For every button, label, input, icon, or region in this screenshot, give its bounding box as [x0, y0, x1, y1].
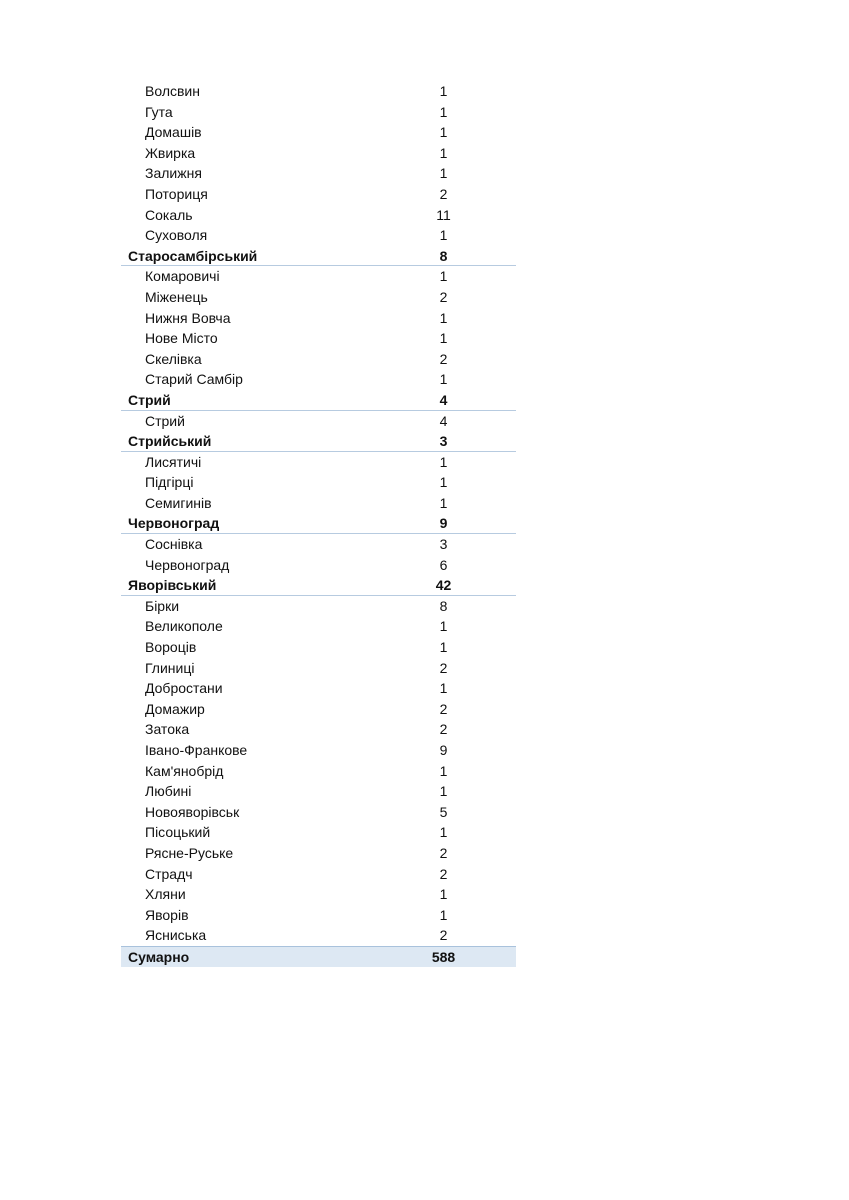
table-row	[121, 699, 516, 720]
group-name: Червоноград	[128, 515, 220, 532]
row-count: 6	[439, 556, 448, 573]
row-name: Бірки	[145, 597, 180, 614]
group-count: 8	[439, 247, 448, 264]
group-count: 3	[439, 433, 448, 450]
group-name: Стрий	[128, 391, 171, 408]
row-name: Міженець	[145, 288, 208, 305]
row-name: Гута	[145, 103, 173, 120]
row-name: Нижня Вовча	[145, 309, 231, 326]
row-count: 1	[439, 824, 448, 841]
row-name: Затока	[145, 721, 190, 738]
row-name: Пісоцький	[145, 824, 211, 841]
table-row	[121, 555, 516, 576]
row-name: Червоноград	[145, 556, 230, 573]
group-name: Яворівський	[128, 577, 217, 594]
table-row	[121, 369, 516, 390]
group-row	[121, 431, 516, 452]
row-name: Жвирка	[145, 144, 196, 161]
group-row	[121, 390, 516, 411]
row-count: 1	[439, 762, 448, 779]
row-count: 2	[439, 185, 448, 202]
row-name: Кам'янобрід	[145, 762, 224, 779]
table-row	[121, 81, 516, 102]
table-row	[121, 493, 516, 514]
row-count: 2	[439, 350, 448, 367]
table-row	[121, 349, 516, 370]
row-name: Скелівка	[145, 350, 202, 367]
row-count: 1	[439, 144, 448, 161]
row-count: 1	[439, 309, 448, 326]
group-row	[121, 246, 516, 267]
row-name: Поториця	[145, 185, 208, 202]
table-row	[121, 905, 516, 926]
row-name: Домашів	[145, 124, 202, 141]
row-count: 1	[439, 227, 448, 244]
row-name: Страдч	[145, 865, 193, 882]
row-name: Лисятичі	[145, 453, 202, 470]
group-row	[121, 513, 516, 534]
row-name: Семигинів	[145, 494, 212, 511]
table-row	[121, 781, 516, 802]
row-name: Новояворівськ	[145, 803, 240, 820]
row-name: Соснівка	[145, 536, 203, 553]
row-count: 1	[439, 494, 448, 511]
table-row	[121, 308, 516, 329]
row-count: 2	[439, 721, 448, 738]
row-name: Нове Місто	[145, 330, 218, 347]
table-row	[121, 266, 516, 287]
row-count: 9	[439, 742, 448, 758]
table-row	[121, 287, 516, 308]
row-name: Івано-Франкове	[145, 742, 248, 758]
row-count: 2	[439, 659, 448, 676]
row-count: 1	[439, 680, 448, 697]
row-count: 8	[439, 597, 448, 614]
table-row	[121, 740, 516, 761]
row-name: Хляни	[145, 886, 186, 903]
row-name: Волсвин	[145, 83, 200, 99]
row-name: Стрий	[145, 412, 185, 429]
row-count: 1	[439, 103, 448, 120]
row-count: 1	[439, 371, 448, 388]
row-name: Домажир	[145, 700, 205, 717]
row-name: Ясниська	[145, 927, 207, 944]
row-count: 1	[439, 618, 448, 635]
group-count: 42	[435, 577, 452, 594]
row-name: Великополе	[145, 618, 223, 635]
row-count: 1	[439, 268, 448, 285]
table-row	[121, 411, 516, 432]
row-count: 1	[439, 124, 448, 141]
table-row	[121, 658, 516, 679]
table-row	[121, 678, 516, 699]
table-row	[121, 925, 516, 946]
table-row	[121, 596, 516, 617]
row-count: 1	[439, 453, 448, 470]
row-count: 11	[436, 206, 451, 223]
table-row	[121, 534, 516, 555]
row-count: 2	[439, 700, 448, 717]
table-row	[121, 328, 516, 349]
row-name: Залижня	[145, 165, 202, 182]
row-count: 5	[439, 803, 448, 820]
total-label: Сумарно	[128, 948, 190, 965]
row-name: Глиниці	[145, 659, 195, 676]
table-row	[121, 637, 516, 658]
group-row	[121, 575, 516, 596]
table-row	[121, 472, 516, 493]
table-row	[121, 205, 516, 226]
row-name: Вороців	[145, 639, 197, 656]
row-name: Яворів	[145, 906, 189, 923]
pivot-table	[121, 81, 516, 967]
group-count: 9	[439, 515, 448, 532]
row-count: 3	[439, 536, 448, 553]
table-row	[121, 452, 516, 473]
row-count: 1	[439, 165, 448, 182]
row-count: 2	[439, 865, 448, 882]
total-row	[121, 946, 516, 967]
row-name: Рясне-Руське	[145, 844, 234, 861]
row-name: Підгірці	[145, 474, 194, 491]
row-count: 1	[439, 639, 448, 656]
row-count: 1	[439, 83, 448, 99]
table-row	[121, 843, 516, 864]
row-name: Старий Самбір	[145, 371, 243, 388]
table-row	[121, 225, 516, 246]
table-row	[121, 122, 516, 143]
row-name: Добростани	[145, 680, 223, 697]
row-count: 2	[439, 927, 448, 944]
row-name: Комаровичі	[145, 268, 220, 285]
row-count: 1	[439, 330, 448, 347]
row-count: 1	[439, 783, 448, 800]
table-row	[121, 163, 516, 184]
row-name: Суховоля	[145, 227, 208, 244]
table-row	[121, 143, 516, 164]
group-name: Стрийський	[128, 433, 212, 450]
group-name: Старосамбірський	[128, 247, 258, 264]
table-row	[121, 616, 516, 637]
table-row	[121, 864, 516, 885]
table-row	[121, 719, 516, 740]
table-row	[121, 761, 516, 782]
table-body	[121, 81, 516, 946]
row-count: 1	[439, 474, 448, 491]
table-row	[121, 884, 516, 905]
table-row	[121, 802, 516, 823]
row-count: 2	[439, 844, 448, 861]
row-count: 2	[439, 288, 448, 305]
row-name: Сокаль	[145, 206, 193, 223]
table-row	[121, 102, 516, 123]
group-count: 4	[439, 391, 448, 408]
total-value: 588	[431, 948, 456, 965]
row-count: 4	[439, 412, 448, 429]
row-count: 1	[439, 886, 448, 903]
table-row	[121, 822, 516, 843]
row-count: 1	[439, 906, 448, 923]
table-row	[121, 184, 516, 205]
row-name: Любині	[145, 783, 192, 800]
